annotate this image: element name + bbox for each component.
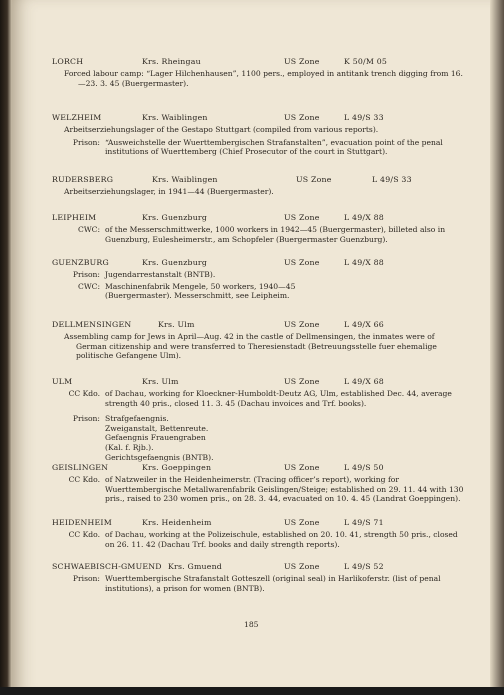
entry-text: Arbeitserziehungslager of the Gestapo Stuttgart (compiled from various reports). xyxy=(64,125,379,134)
entry-label: CWC: xyxy=(78,225,100,234)
entry-rudersberg xyxy=(52,175,466,197)
map-reference: L 49/X 66 xyxy=(344,320,384,329)
district-name: Krs. Goeppingen xyxy=(142,463,212,472)
zone-label: US Zone xyxy=(284,377,320,386)
entry-label: Prison: xyxy=(72,137,100,147)
page-edge-shadow xyxy=(490,0,504,695)
entry-label: Prison: xyxy=(72,414,100,424)
entry-label: Prison: xyxy=(72,574,100,583)
book-binding xyxy=(0,0,12,695)
district-name: Krs. Rheingau xyxy=(142,57,201,66)
entry-header xyxy=(52,175,466,187)
zone-label: US Zone xyxy=(284,518,320,527)
place-name: LORCH xyxy=(52,57,84,66)
entry-header xyxy=(52,57,466,69)
zone-label: US Zone xyxy=(284,258,320,267)
district-name: Krs. Gmuend xyxy=(168,562,222,571)
entry-header xyxy=(52,463,466,475)
district-name: Krs. Ulm xyxy=(142,377,179,386)
zone-label: US Zone xyxy=(296,175,332,184)
place-name: DELLMENSINGEN xyxy=(52,320,132,329)
entry-text: Assembling camp for Jews in April—Aug. 42 in the castle of Dellmensingen, the inmates were of German citizenship and were transferred to Theresienstadt (Betreuungsstelle fuer ehemalige politische Gefangene Ulm). xyxy=(64,332,437,361)
entry-line xyxy=(52,475,466,504)
entry-text: Wuerttembergische Strafanstalt Gotteszell (original seal) in Harlikoferstr. (list of penal institutions), a prison for women (BNTB). xyxy=(105,574,441,593)
entry-text: Strafgefaengnis. Zweiganstalt, Bettenreute. Gefaengnis Frauengraben (Kal. f. Rjb.). Gerichtsgefaengnis (BNTB). xyxy=(105,414,214,462)
entry-label: CC Kdo. xyxy=(68,475,100,484)
entry-line xyxy=(52,225,466,244)
entry-line xyxy=(52,389,466,408)
entry-schwaebisch-gmuend xyxy=(52,562,466,593)
entry-text: of Dachau, working for Kloeckner-Humboldt-Deutz AG, Ulm, established Dec. 44, average strength 40 pris., closed 11. 3. 45 (Dachau invoices and Trf. books). xyxy=(105,389,452,408)
entry-guenzburg xyxy=(52,258,466,301)
entry-label: Prison: xyxy=(72,270,100,279)
zone-label: US Zone xyxy=(284,213,320,222)
map-reference: L 49/X 68 xyxy=(344,377,384,386)
entry-line xyxy=(52,574,466,593)
entry-header xyxy=(52,562,466,574)
place-name: GEISLINGEN xyxy=(52,463,109,472)
zone-label: US Zone xyxy=(284,57,320,66)
entry-text: “Ausweichstelle der Wuerttembergischen Strafanstalten”, evacuation point of the penal institutions of Wuerttemberg (Chief Prosecutor of the court in Stuttgart). xyxy=(105,137,443,157)
entry-text: Jugendarrestanstalt (BNTB). xyxy=(105,270,216,279)
entry-leipheim xyxy=(52,213,466,244)
district-name: Krs. Waiblingen xyxy=(142,113,208,122)
map-reference: L 49/S 33 xyxy=(344,113,384,122)
place-name: ULM xyxy=(52,377,73,386)
place-name: GUENZBURG xyxy=(52,258,109,267)
entry-header xyxy=(52,377,466,389)
entry-line xyxy=(52,187,466,197)
entry-line xyxy=(52,282,466,301)
map-reference: L 49/X 88 xyxy=(344,213,384,222)
place-name: WELZHEIM xyxy=(52,113,102,122)
place-name: RUDERSBERG xyxy=(52,175,114,184)
entry-header xyxy=(52,320,466,332)
entry-line xyxy=(52,69,466,88)
entry-header xyxy=(52,213,466,225)
entry-text: Forced labour camp: “Lager Hilchenhausen”, 1100 pers., employed in antitank trench digging from 16.—23. 3. 45 (Buergermaster). xyxy=(64,69,463,88)
entry-text: of Natzweiler in the Heidenheimerstr. (Tracing officer’s report), working for Wuerttembergische Metallwarenfabrik Geislingen/Steige; established on 29. 11. 44 with 130 pris., raised to 230 women pris., on 28. 3. 44, evacuated on 10. 4. 45 (Landrat Goeppingen). xyxy=(105,475,464,504)
entry-welzheim xyxy=(52,113,466,157)
map-reference: L 49/X 88 xyxy=(344,258,384,267)
zone-label: US Zone xyxy=(284,113,320,122)
entry-heidenheim xyxy=(52,518,466,549)
entry-text: of the Messerschmittwerke, 1000 workers in 1942—45 (Buergermaster), billeted also in Guenzburg, Eulesheimerstr., am Schopfeler (Buergermaster Guenzburg). xyxy=(105,225,446,244)
map-reference: K 50/M 05 xyxy=(344,57,388,66)
place-name: LEIPHEIM xyxy=(52,213,97,222)
district-name: Krs. Heidenheim xyxy=(142,518,212,527)
place-name: HEIDENHEIM xyxy=(52,518,112,527)
entry-label: CC Kdo. xyxy=(68,389,100,398)
page-number: 185 xyxy=(244,620,259,629)
zone-label: US Zone xyxy=(284,463,320,472)
district-name: Krs. Ulm xyxy=(158,320,195,329)
entry-line xyxy=(52,270,466,280)
scan-bottom-edge xyxy=(0,687,504,695)
entry-header xyxy=(52,518,466,530)
zone-label: US Zone xyxy=(284,562,320,571)
zone-label: US Zone xyxy=(284,320,320,329)
entry-line xyxy=(52,530,466,549)
entry-line xyxy=(52,138,466,157)
entry-header xyxy=(52,113,466,125)
entry-text: Maschinenfabrik Mengele, 50 workers, 1940—45 (Buergermaster). Messerschmitt, see Leipheim. xyxy=(105,281,296,301)
entry-text: Arbeitserziehungslager, in 1941—44 (Buergermaster). xyxy=(64,187,274,196)
entry-dellmensingen xyxy=(52,320,466,361)
entry-label: CWC: xyxy=(78,281,100,291)
district-name: Krs. Waiblingen xyxy=(152,175,218,184)
entry-ulm xyxy=(52,377,466,462)
district-name: Krs. Guenzburg xyxy=(142,258,208,267)
entry-label: CC Kdo. xyxy=(68,530,100,539)
map-reference: L 49/S 50 xyxy=(344,463,384,472)
district-name: Krs. Guenzburg xyxy=(142,213,208,222)
map-reference: L 49/S 33 xyxy=(372,175,412,184)
entry-geislingen xyxy=(52,463,466,504)
map-reference: L 49/S 71 xyxy=(344,518,384,527)
map-reference: L 49/S 52 xyxy=(344,562,384,571)
entry-line xyxy=(52,125,466,135)
entry-header xyxy=(52,258,466,270)
entry-lorch xyxy=(52,57,466,88)
entry-line xyxy=(52,414,466,462)
entry-line xyxy=(52,332,466,361)
entry-text: of Dachau, working at the Polizeischule, established on 20. 10. 41, strength 50 pris., closed on 26. 11. 42 (Dachau Trf. books and daily strength reports). xyxy=(105,530,458,549)
place-name: SCHWAEBISCH-GMUEND xyxy=(52,562,162,571)
